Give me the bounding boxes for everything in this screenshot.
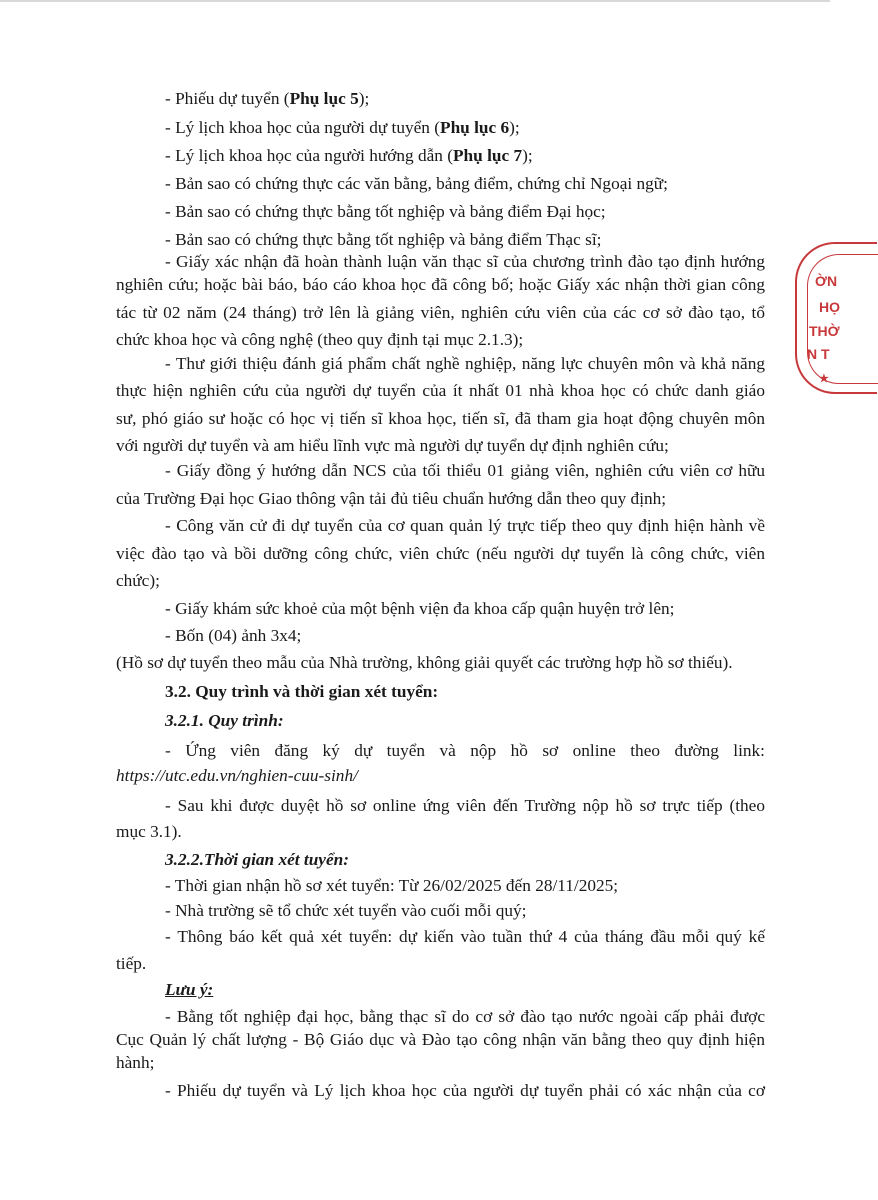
stamp-text: THỜ (809, 323, 840, 339)
doc-line: - Công văn cử đi dự tuyển của cơ quan quản lý trực tiếp theo quy định hiện hành về (165, 516, 765, 535)
doc-line: - Thời gian nhận hồ sơ xét tuyển: Từ 26/02/2025 đến 28/11/2025; (165, 876, 619, 895)
doc-line: tác từ 02 năm (24 tháng) trở lên là giảng viên, nghiên cứu viên của các cơ sở đào tạo, tổ (116, 303, 765, 322)
star-icon: ★ (819, 373, 829, 385)
doc-line: - Bằng tốt nghiệp đại học, bằng thạc sĩ do cơ sở đào tạo nước ngoài cấp phải được (165, 1007, 765, 1026)
page-top-edge (0, 0, 830, 2)
doc-line: (Hồ sơ dự tuyển theo mẫu của Nhà trường, không giải quyết các trường hợp hồ sơ thiếu). (116, 653, 733, 672)
doc-line: sư, phó giáo sư hoặc có học vị tiến sĩ khoa học, tiến sĩ, đã tham gia hoạt động chuyên môn (116, 409, 765, 428)
doc-line: - Phiếu dự tuyển (Phụ lục 5); (165, 89, 370, 108)
doc-line: với người dự tuyển và am hiểu lĩnh vực mà người dự tuyển dự định nghiên cứu; (116, 436, 669, 455)
doc-line: - Thông báo kết quả xét tuyển: dự kiến vào tuần thứ 4 của tháng đầu mỗi quý kế (165, 927, 765, 946)
registration-link[interactable]: https://utc.edu.vn/nghien-cuu-sinh/ (116, 766, 358, 785)
doc-line: chức); (116, 571, 160, 590)
doc-line: - Bản sao có chứng thực bằng tốt nghiệp và bảng điểm Thạc sĩ; (165, 230, 602, 249)
doc-line: - Lý lịch khoa học của người hướng dẫn (Phụ lục 7); (165, 146, 533, 165)
doc-line: - Phiếu dự tuyển và Lý lịch khoa học của người dự tuyển phải có xác nhận của cơ (165, 1081, 765, 1100)
doc-line: - Lý lịch khoa học của người dự tuyển (Phụ lục 6); (165, 118, 520, 137)
doc-line: tiếp. (116, 954, 147, 973)
red-seal-stamp (795, 242, 877, 394)
doc-line: việc đào tạo và bồi dưỡng công chức, viên chức (nếu người dự tuyển là công chức, viên (116, 544, 765, 563)
doc-line: Cục Quản lý chất lượng - Bộ Giáo dục và Đào tạo công nhận văn bằng theo quy định hiện (116, 1030, 765, 1049)
doc-line: - Nhà trường sẽ tổ chức xét tuyển vào cuối mỗi quý; (165, 901, 527, 920)
stamp-text: N T (807, 346, 830, 362)
doc-line: - Thư giới thiệu đánh giá phẩm chất nghề nghiệp, năng lực chuyên môn và khả năng (165, 354, 765, 373)
doc-line: - Giấy khám sức khoẻ của một bệnh viện đa khoa cấp quận huyện trở lên; (165, 599, 675, 618)
doc-line: mục 3.1). (116, 822, 182, 841)
doc-line: - Bản sao có chứng thực bằng tốt nghiệp và bảng điểm Đại học; (165, 202, 606, 221)
doc-line: nghiên cứu; hoặc bài báo, báo cáo khoa học đã công bố; hoặc Giấy xác nhận thời gian công (116, 275, 765, 294)
doc-line: - Sau khi được duyệt hồ sơ online ứng viên đến Trường nộp hồ sơ trực tiếp (theo (165, 796, 765, 815)
doc-line: chức khoa học và công nghệ (theo quy định tại mục 2.1.3); (116, 330, 524, 349)
subsection-heading: 3.2.1. Quy trình: (165, 711, 284, 730)
doc-line: của Trường Đại học Giao thông vận tải đủ tiêu chuẩn hướng dẫn theo quy định; (116, 489, 667, 508)
doc-line: thực hiện nghiên cứu của người dự tuyển của ít nhất 01 nhà khoa học có chức danh giáo (116, 381, 765, 400)
subsection-heading: 3.2.2.Thời gian xét tuyển: (165, 850, 350, 869)
stamp-text: HỌ (819, 299, 840, 315)
doc-line: - Bốn (04) ảnh 3x4; (165, 626, 302, 645)
stamp-text: ỜN (815, 273, 838, 289)
doc-line: hành; (116, 1053, 155, 1072)
doc-line: - Ứng viên đăng ký dự tuyển và nộp hồ sơ online theo đường link: (165, 741, 765, 760)
doc-line: - Giấy xác nhận đã hoàn thành luận văn thạc sĩ của chương trình đào tạo định hướng (165, 252, 765, 271)
doc-line: - Bản sao có chứng thực các văn bằng, bảng điểm, chứng chỉ Ngoại ngữ; (165, 174, 668, 193)
section-heading: 3.2. Quy trình và thời gian xét tuyển: (165, 682, 439, 701)
doc-line: - Giấy đồng ý hướng dẫn NCS của tối thiểu 01 giảng viên, nghiên cứu viên cơ hữu (165, 461, 765, 480)
note-heading: Lưu ý: (165, 980, 214, 999)
